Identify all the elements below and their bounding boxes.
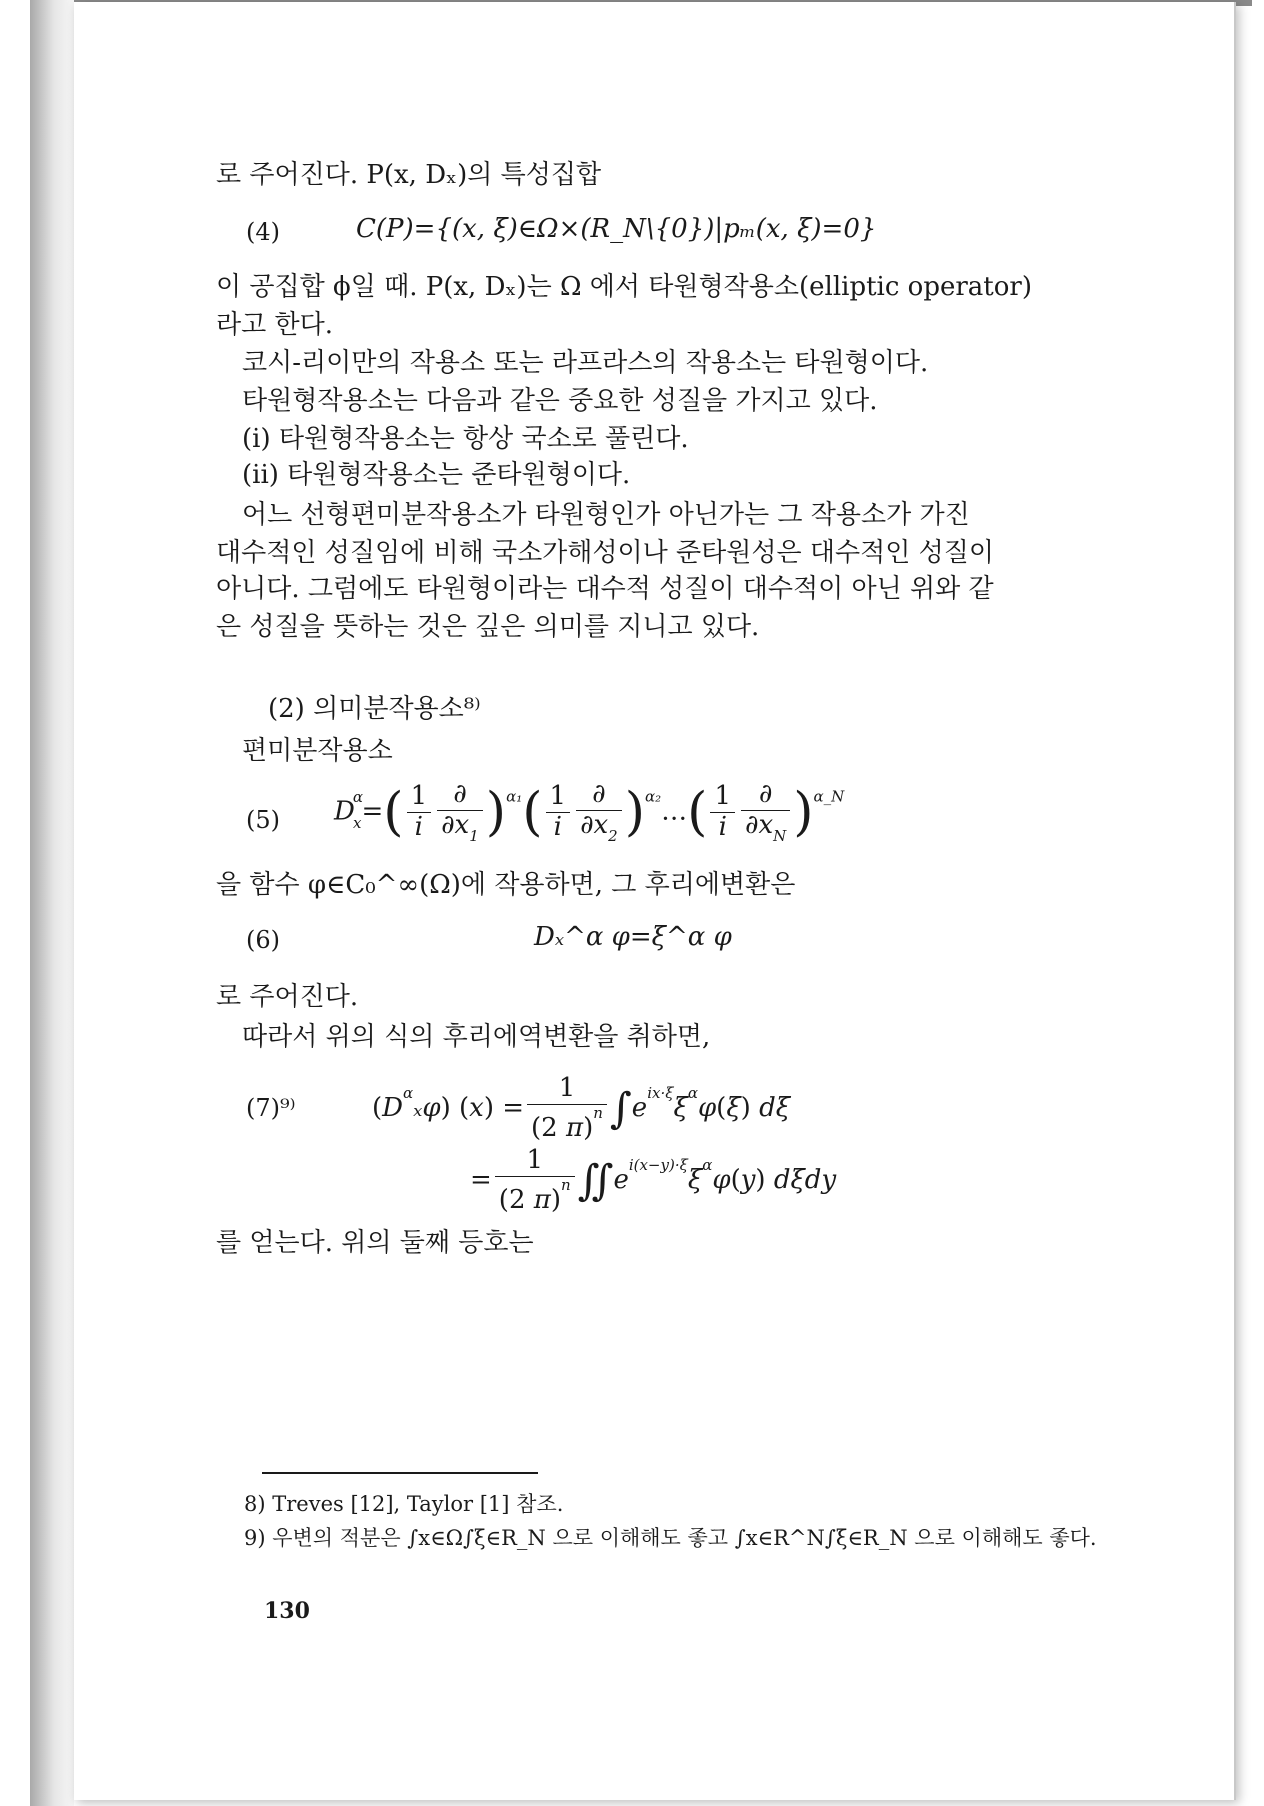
eq4-number: (4)	[246, 218, 280, 246]
eq5-formula: $D^\alpha_x=$( $\frac{1}{i}$ $\frac{\partial}{\partial x_1}$ )$^{\alpha_1}$( $\frac{1}{i}$ $\frac{\partial}{\partial x_2}$ )$^{\alpha_2}$…( $\frac{1}{i}$ $\frac{\partial}{\partial x_N}$ )$^{\alpha\_N}$	[334, 779, 845, 845]
text-line-16: 을 함수 φ∈C₀^∞(Ω)에 작용하면, 그 후리에변환은	[216, 870, 796, 900]
text-line-1: 로 주어진다. P(x, Dₓ)의 특성집합	[216, 160, 602, 190]
text-line-9: 어느 선형편미분작용소가 타원형인가 아닌가는 그 작용소가 가진	[242, 500, 970, 530]
text-line-19: 따라서 위의 식의 후리에역변환을 취하면,	[242, 1022, 711, 1052]
text-line-3: 이 공집합 ϕ일 때. P(x, Dₓ)는 Ω 에서 타원형작용소(elliptic operator)	[216, 272, 1032, 302]
text-line-14: 편미분작용소	[242, 736, 393, 766]
text-line-7: (i) 타원형작용소는 항상 국소로 풀린다.	[242, 424, 689, 454]
section-heading: (2) 의미분작용소⁸⁾	[268, 694, 481, 724]
eq7-line1: $(D^\alpha_x\varphi) (x)$ = $\frac{1}{(2 \pi)^n}$ $\int e^{ix\cdot\xi}\xi^\alpha\varphi(\xi)$ dξ	[372, 1073, 791, 1143]
footnote-rule	[262, 1472, 538, 1474]
text-line-18: 로 주어진다.	[216, 982, 359, 1012]
text-line-4: 라고 한다.	[216, 310, 333, 340]
text-line-6: 타원형작용소는 다음과 같은 중요한 성질을 가지고 있다.	[242, 386, 878, 416]
eq5-number: (5)	[246, 806, 280, 834]
text-line-5: 코시-리이만의 작용소 또는 라프라스의 작용소는 타원형이다.	[242, 348, 929, 378]
eq6-formula: Dₓ^α φ=ξ^α φ	[534, 922, 732, 952]
footnote-9: 9) 우변의 적분은 ∫x∈Ω∫ξ∈R_N 으로 이해해도 좋고 ∫x∈R^N∫ξ∈R_N 으로 이해해도 좋다.	[244, 1526, 1097, 1550]
text-line-10: 대수적인 성질임에 비해 국소가해성이나 준타원성은 대수적인 성질이	[216, 538, 994, 568]
text-line-8: (ii) 타원형작용소는 준타원형이다.	[242, 460, 631, 490]
page-number: 130	[264, 1598, 310, 1624]
text-line-12: 은 성질을 뜻하는 것은 깊은 의미를 지니고 있다.	[216, 612, 760, 642]
book-spine-edge	[30, 0, 74, 1806]
text-line-21: 를 얻는다. 위의 둘째 등호는	[216, 1228, 534, 1258]
text-line-11: 아니다. 그럼에도 타원형이라는 대수적 성질이 대수적이 아닌 위와 같	[216, 574, 994, 604]
eq7-number: (7)⁹⁾	[246, 1094, 296, 1122]
footnote-8: 8) Treves [12], Taylor [1] 참조.	[244, 1492, 564, 1516]
eq7-line2: = $\frac{1}{(2 \pi)^n}$ $∬e^{i(x-y)\cdot\xi}\xi^\alpha\varphi(y)$ dξdy	[470, 1145, 837, 1215]
eq6-number: (6)	[246, 926, 280, 954]
eq4-formula: C(P)={(x, ξ)∈Ω×(R_N\{0})|pₘ(x, ξ)=0}	[356, 214, 877, 244]
